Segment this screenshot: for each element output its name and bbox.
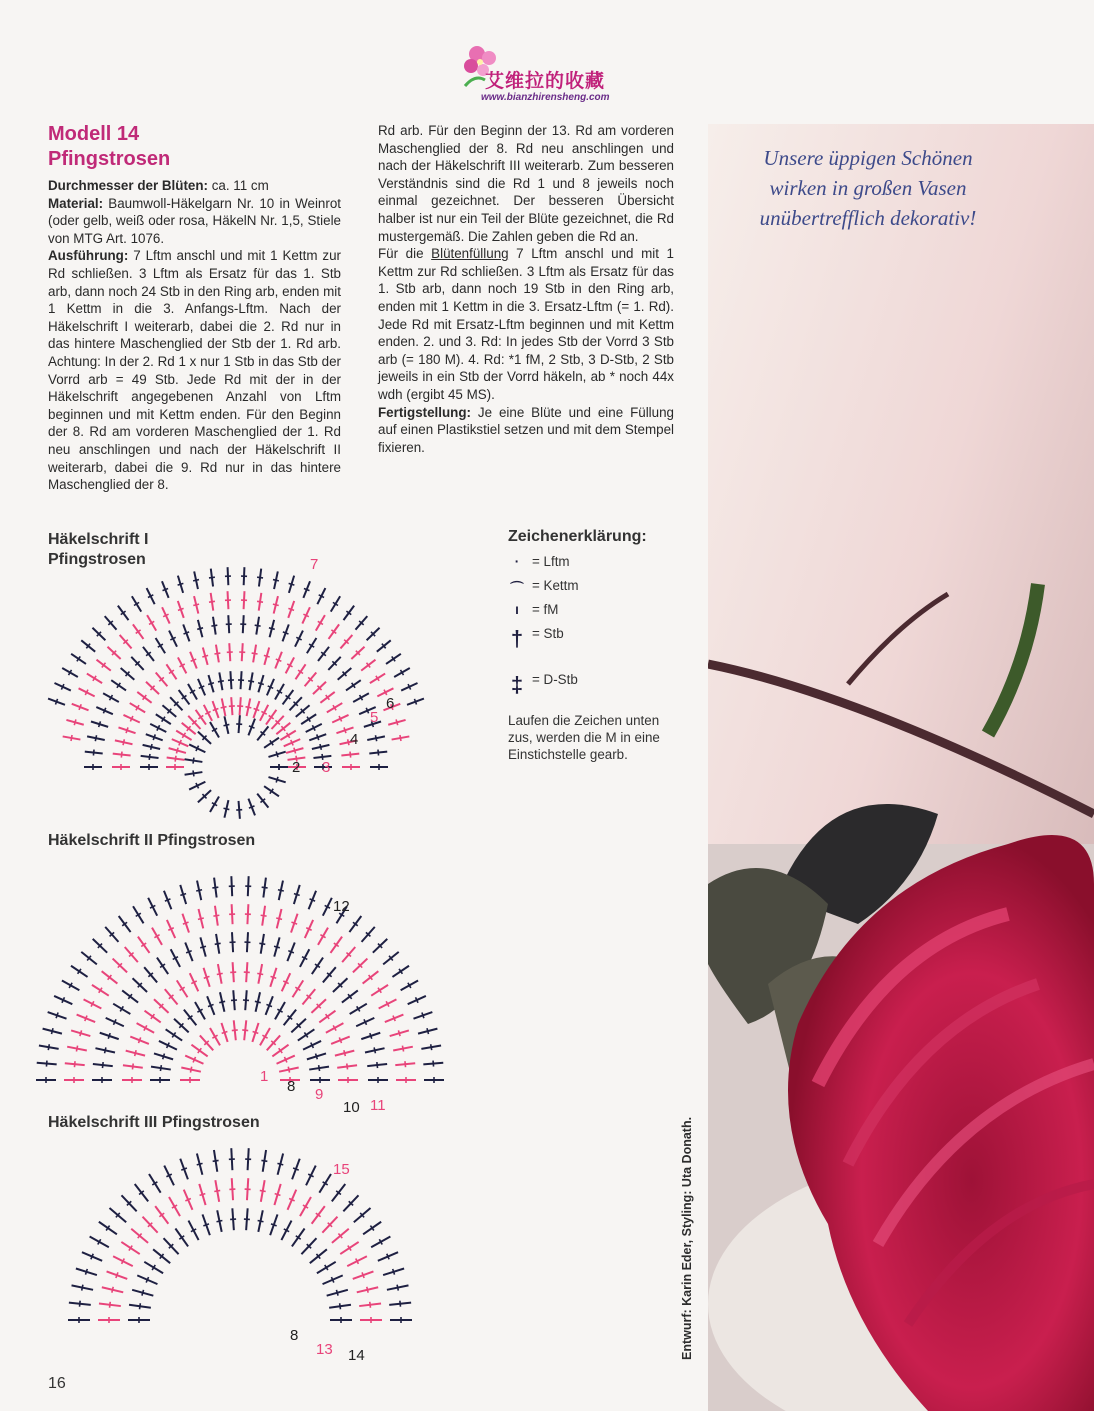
- stitch-crossbar: [79, 704, 81, 710]
- stitch-crossbar: [214, 1190, 220, 1191]
- chart-3-title: Häkelschrift III Pfingstrosen: [48, 1114, 260, 1131]
- legend-title: Zeichenerklärung:: [508, 528, 647, 545]
- stitch-crossbar: [185, 1199, 191, 1201]
- legend-item-label: = Kettm: [532, 578, 579, 593]
- stitch-crossbar: [268, 686, 274, 688]
- caption-line-2: wirken in großen Vasen: [769, 176, 967, 200]
- stitch-crossbar: [199, 686, 205, 688]
- stitch-crossbar: [266, 1004, 272, 1006]
- stitch-crossbar: [46, 1061, 47, 1067]
- stitch-crossbar: [259, 943, 265, 944]
- stitch-crossbar: [55, 699, 57, 705]
- stitch-crossbar: [212, 887, 218, 888]
- stitch-crossbar: [262, 887, 268, 888]
- stitch-crossbar: [85, 1016, 87, 1022]
- design-credit: Entwurf: Karin Eder, Styling: Uta Donath.: [680, 1116, 694, 1360]
- stitch-crossbar: [264, 655, 270, 657]
- stitch-crossbar: [180, 894, 186, 896]
- stitch-crossbar: [378, 750, 379, 756]
- stitch-crossbar: [196, 890, 202, 891]
- stitch-crossbar: [271, 976, 277, 978]
- stitch-crossbar: [402, 1046, 403, 1052]
- stitch-crossbar: [344, 727, 346, 733]
- stitch-crossbar: [222, 1032, 228, 1034]
- stitch-crossbar: [294, 894, 300, 896]
- stitch-crossbar: [203, 1224, 209, 1226]
- round-label: 13: [316, 1341, 333, 1358]
- stitch-crossbar: [175, 756, 176, 762]
- stitch-crossbar: [102, 1062, 103, 1068]
- stitch-crossbar: [276, 777, 278, 783]
- stitch-crossbar: [431, 1044, 432, 1050]
- stitch-crossbar: [160, 1065, 161, 1071]
- stitch-crossbar: [293, 1168, 299, 1170]
- legend-item-label: = Stb: [532, 626, 564, 641]
- chart-2-title: Häkelschrift II Pfingstrosen: [48, 832, 256, 849]
- stitch-crossbar: [375, 735, 376, 741]
- round-label: 12: [333, 898, 350, 915]
- stitch-crossbar: [80, 1301, 81, 1307]
- stitch-crossbar: [193, 1057, 195, 1062]
- stitch-crossbar: [193, 758, 194, 764]
- stitch-crossbar: [304, 588, 310, 590]
- stitch-crossbar: [347, 1063, 348, 1069]
- stitch-crossbar: [126, 727, 128, 733]
- stitch-crossbar: [48, 1044, 49, 1050]
- stitch-crossbar: [252, 653, 258, 654]
- stitch-crossbar: [269, 628, 275, 630]
- stitch-crossbar: [208, 683, 214, 685]
- execution-value: 7 Lftm anschl und mit 1 Kettm zur Rd schließen. 3 Lftm als Ersatz für das 1. Stb arb, dann noch 24 Stb in den Ring arb, enden mit 1 Kettm in die 3. Anfangs-Lftm. Nach der Häkelschrift I weiterarb, dabei die 2. Rd nur in das hintere Maschenglied der Stb der 1. Rd arb. Achtung: In der 2. Rd 1 x nur 1 Stb in das Stb der Vorrd arb = 49 Stb. Jede Rd mit der in der Häkelschrift angegebenen Anzahl von Lftm beginnen und mit Kettm enden. Für den Beginn der 8. Rd am vorderen Maschenglied der 1. Rd neu anschlingen und nach der Häkelschrift II weiterarb, dabei die 9. Rd nur in das hintere Maschenglied der 8.: [48, 248, 341, 493]
- stitch-crossbar: [276, 918, 282, 919]
- stitch-crossbar: [191, 659, 197, 661]
- stitch-crossbar: [245, 707, 251, 708]
- stitch-crossbar: [274, 946, 280, 948]
- stitch-crossbar: [255, 1001, 261, 1002]
- stitch-crossbar: [400, 1301, 401, 1307]
- legend-item-label: = fM: [532, 602, 559, 617]
- stitch-crossbar: [362, 1272, 364, 1278]
- stitch-crossbar: [132, 1063, 133, 1069]
- stitch-crossbar: [232, 1030, 238, 1031]
- stitch-crossbar: [56, 1013, 58, 1019]
- filling-text: 7 Lftm anschl und mit 1 Kettm zur Rd schließen. 3 Lftm als Ersatz für das 1. Stb arb, dann noch 19 Stb in den Ring arb, enden mit 1 Kettm in die 3. Ersatz-Lftm (= 1. Rd). Jede Rd mit Ersatz-Lftm beginnen und mit Kettm enden. 2. und 3. Rd: In jedes Stb der Vorrd 3 Stb arb (= 180 M). 4. Rd: *1 fM, 2 Stb, 3 D-Stb, 2 Stb jeweils in ein Stb der Vorrd häkeln, ab * noch 44x wdh (ergibt 45 MS).: [378, 246, 674, 402]
- stitch-crossbar: [163, 1054, 165, 1060]
- round-labels: [260, 556, 394, 1364]
- stitch-crossbar: [105, 1047, 106, 1053]
- stitch-crossbar: [93, 750, 94, 756]
- stitch-crossbar: [52, 1028, 54, 1034]
- stitch-crossbar: [276, 751, 278, 757]
- round-label: 14: [348, 1347, 365, 1364]
- filling-term: Blütenfüllung: [431, 246, 509, 262]
- stitch-crossbar: [219, 1001, 225, 1002]
- stitch-crossbar: [146, 1277, 148, 1283]
- stitch-crossbar: [214, 653, 220, 654]
- stitch-crossbar: [211, 625, 217, 626]
- stitch-crossbar: [121, 752, 122, 758]
- round-label: 3: [322, 759, 331, 776]
- diameter-value: ca. 11 cm: [208, 178, 269, 193]
- symbol-legend: [508, 528, 688, 763]
- stitch-crossbar: [218, 681, 224, 682]
- stitch-crossbar: [151, 744, 152, 750]
- stitch-crossbar: [213, 915, 219, 916]
- stitch-crossbar: [149, 754, 150, 760]
- round-label: 8: [287, 1078, 296, 1095]
- stitch-crossbar: [249, 726, 255, 728]
- diameter-label: Durchmesser der Blüten:: [48, 178, 208, 193]
- stitch-crossbar: [320, 744, 321, 750]
- stitch-crossbar: [82, 1285, 83, 1291]
- stitch-crossbar: [176, 748, 178, 754]
- stitch-crossbar: [224, 808, 230, 809]
- stitch-crossbar: [184, 632, 190, 634]
- finish-value: Je eine Blüte und eine Füllung auf einen Plastikstiel setzen und mit dem Stempel fixieren.: [378, 404, 674, 455]
- stitch-crossbar: [278, 890, 284, 891]
- chain-stitch-icon: ·: [514, 554, 520, 569]
- stitch-crossbar: [291, 740, 293, 746]
- stitch-crossbar: [138, 1037, 140, 1043]
- stitch-crossbar: [110, 1302, 111, 1308]
- legend-item: [508, 672, 688, 712]
- crochet-chart-1: [48, 567, 424, 819]
- stitch-crossbar: [135, 1050, 136, 1056]
- round-label: 10: [343, 1099, 360, 1116]
- round-label: 6: [386, 695, 395, 712]
- stitch-crossbar: [271, 1224, 277, 1226]
- stitch-crossbar: [400, 735, 401, 741]
- caption-line-1: Unsere üppigen Schönen: [763, 146, 973, 170]
- stitch-crossbar: [387, 1254, 389, 1260]
- crochet-chart-2: [36, 876, 444, 1083]
- stitch-crossbar: [209, 577, 215, 578]
- stitch-crossbar: [396, 719, 398, 725]
- stitch-crossbar: [112, 1287, 113, 1293]
- stitch-crossbar: [197, 628, 203, 630]
- stitch-crossbar: [213, 709, 219, 711]
- stitch-crossbar: [193, 770, 194, 776]
- stitch-crossbar: [74, 719, 76, 725]
- stitch-crossbar: [275, 1194, 281, 1196]
- stitch-crossbar: [261, 915, 267, 916]
- stitch-crossbar: [289, 583, 295, 585]
- filling-intro: Für die: [378, 246, 432, 262]
- legend-item-label: = Lftm: [532, 554, 570, 569]
- stitch-crossbar: [289, 1199, 295, 1201]
- stitch-crossbar: [253, 1032, 259, 1034]
- stitch-crossbar: [273, 604, 279, 605]
- stitch-crossbar: [108, 1033, 110, 1039]
- stitch-crossbar: [288, 608, 294, 610]
- stitch-crossbar: [397, 1285, 398, 1291]
- stitch-crossbar: [80, 1030, 82, 1036]
- stitch-crossbar: [283, 632, 289, 634]
- round-label: 8: [290, 1327, 299, 1344]
- round-label: 9: [315, 1086, 324, 1103]
- material-label: Material:: [48, 195, 104, 211]
- stitch-crossbar: [310, 899, 316, 901]
- stitch-crossbar: [74, 1061, 75, 1067]
- stitch-crossbar: [370, 1033, 372, 1039]
- stitch-crossbar: [153, 734, 155, 740]
- stitch-crossbar: [193, 580, 199, 581]
- stitch-crossbar: [306, 928, 311, 930]
- stitch-crossbar: [197, 1163, 203, 1165]
- round-label: 15: [333, 1161, 350, 1178]
- legend-item: [508, 626, 688, 672]
- stitch-crossbar: [317, 734, 319, 740]
- stitch-crossbar: [254, 709, 260, 711]
- slip-stitch-icon: ⌒: [510, 581, 524, 596]
- stitch-crossbar: [288, 1067, 289, 1073]
- stitch-crossbar: [316, 1054, 318, 1060]
- stitch-crossbar: [249, 806, 255, 808]
- stitch-crossbar: [288, 951, 294, 953]
- stitch-crossbar: [414, 699, 416, 705]
- stitch-crossbar: [374, 1047, 375, 1053]
- stitch-crossbar: [200, 946, 206, 948]
- rose-photo: [708, 124, 1094, 1411]
- stitch-crossbar: [340, 1303, 341, 1309]
- stitch-crossbar: [370, 1302, 371, 1308]
- stitch-crossbar: [366, 708, 368, 714]
- stitch-crossbar: [178, 608, 184, 610]
- stitch-crossbar: [179, 740, 181, 746]
- round-label: 2: [292, 759, 301, 776]
- logo-chinese-text: 艾维拉的收藏: [485, 70, 606, 92]
- stitch-crossbar: [367, 1287, 368, 1293]
- stitch-crossbar: [217, 973, 223, 974]
- stitch-crossbar: [103, 708, 105, 714]
- stitch-crossbar: [261, 1160, 267, 1161]
- stitch-crossbar: [85, 1269, 87, 1275]
- stitch-crossbar: [294, 748, 296, 754]
- stitch-crossbar: [257, 973, 263, 974]
- stitch-crossbar: [209, 601, 215, 602]
- stitch-crossbar: [319, 1065, 320, 1071]
- stitch-crossbar: [181, 1168, 187, 1170]
- photo-caption: [728, 143, 1008, 233]
- stitch-crossbar: [217, 1221, 223, 1222]
- stitch-crossbar: [377, 1062, 378, 1068]
- stitch-crossbar: [142, 1290, 144, 1296]
- stitch-crossbar: [91, 1254, 93, 1260]
- stitch-crossbar: [123, 739, 124, 745]
- stitch-crossbar: [339, 1037, 341, 1043]
- material-value: Baumwoll-Häkelgarn Nr. 10 in Weinrot (oder gelb, weiß oder rosa, HäkelN Nr. 1,5, Stiele von MTG Art. 1076.: [48, 195, 341, 246]
- stitch-crossbar: [221, 707, 227, 708]
- stitch-crossbar: [140, 1303, 141, 1309]
- stitch-crossbar: [258, 683, 264, 685]
- stitch-crossbar: [99, 721, 101, 727]
- stitch-crossbar: [242, 1030, 248, 1031]
- stitch-crossbar: [257, 577, 263, 578]
- stitch-crossbar: [427, 1028, 429, 1034]
- stitch-crossbar: [258, 1221, 264, 1222]
- legend-item: [508, 578, 688, 602]
- stitch-crossbar: [393, 1016, 395, 1022]
- stitch-crossbar: [168, 928, 173, 930]
- logo-url: www.bianzhirensheng.com: [481, 92, 610, 103]
- caption-line-3: unübertrefflich dekorativ!: [759, 206, 977, 230]
- stitch-crossbar: [273, 580, 279, 581]
- legend-item: [508, 554, 688, 578]
- stitch-crossbar: [276, 659, 282, 661]
- round-label: 5: [370, 709, 379, 726]
- execution-label: Ausführung:: [48, 248, 129, 264]
- stitch-crossbar: [95, 735, 96, 741]
- stitch-crossbar: [255, 625, 261, 626]
- crochet-chart-3: [68, 1148, 412, 1323]
- page-number: 16: [48, 1375, 66, 1392]
- stitch-crossbar: [190, 1067, 191, 1073]
- stitch-crossbar: [344, 1050, 345, 1056]
- stitch-crossbar: [348, 739, 349, 745]
- stitch-crossbar: [163, 588, 169, 590]
- stitch-crossbar: [202, 655, 208, 657]
- stitch-crossbar: [224, 724, 230, 725]
- stitch-crossbar: [198, 918, 204, 919]
- round-label: 1: [260, 1068, 269, 1085]
- crochet-rose-image: [708, 124, 1094, 1411]
- stitch-crossbar: [183, 922, 189, 924]
- stitch-crossbar: [200, 1194, 206, 1196]
- stitch-crossbar: [186, 951, 192, 953]
- stitch-crossbar: [213, 1160, 219, 1161]
- round-label: 11: [370, 1097, 386, 1114]
- stitch-crossbar: [433, 1061, 434, 1067]
- stitch-crossbar: [248, 681, 254, 682]
- stitch-crossbar: [71, 735, 72, 741]
- chart-1-title-line-1: Häkelschrift I: [48, 531, 149, 548]
- model-name: Pfingstrosen: [48, 148, 171, 170]
- stitch-crossbar: [257, 601, 263, 602]
- stitch-crossbar: [62, 997, 64, 1002]
- stitch-crossbar: [260, 1190, 266, 1191]
- double-crochet-icon: †: [510, 626, 524, 651]
- stitch-crossbar: [277, 1163, 283, 1165]
- stitch-crossbar: [398, 1030, 400, 1036]
- stitch-crossbar: [350, 752, 351, 758]
- single-crochet-icon: ı: [515, 602, 519, 617]
- round-label: 4: [350, 731, 359, 748]
- stitch-crossbar: [165, 899, 171, 901]
- stitch-crossbar: [393, 1269, 395, 1275]
- stitch-crossbar: [284, 1057, 286, 1062]
- stitch-crossbar: [215, 943, 221, 944]
- stitch-crossbar: [416, 997, 418, 1002]
- legend-item-label: = D-Stb: [532, 672, 578, 687]
- stitch-crossbar: [193, 604, 199, 605]
- chart-1-title-line-2: Pfingstrosen: [48, 551, 146, 568]
- stitch-crossbar: [116, 1272, 118, 1278]
- stitch-crossbar: [336, 1290, 338, 1296]
- stitch-crossbar: [331, 1277, 333, 1283]
- stitch-crossbar: [178, 583, 184, 585]
- stitch-crossbar: [291, 922, 297, 924]
- treble-crochet-icon: ‡: [510, 672, 524, 697]
- stitch-crossbar: [208, 1004, 214, 1006]
- legend-item: [508, 602, 688, 626]
- legend-note: Laufen die Zeichen unten zus, werden die M in eine Einstichstelle gearb.: [508, 713, 660, 762]
- stitch-crossbar: [204, 976, 210, 978]
- model-number: Modell 14: [48, 123, 140, 145]
- stitch-crossbar: [405, 1061, 406, 1067]
- continuation-paragraph: Rd arb. Für den Beginn der 13. Rd am vorderen Maschenglied der 8. Rd neu anschlingen und nach der Häkelschrift III weiterarb. Zum besseren Verständnis sind die Rd 1 und 8 jeweils noch einmal gezeichnet. Der besseren Übersicht halber ist nur ein Teil der Blüte gezeichnet, die Rd mustergemäß. Die Zahlen geben die Rd an.: [378, 123, 674, 244]
- stitch-crossbar: [422, 1013, 424, 1019]
- round-label: 7: [310, 556, 319, 573]
- stitch-crossbar: [76, 1046, 77, 1052]
- finish-label: Fertigstellung:: [378, 404, 471, 420]
